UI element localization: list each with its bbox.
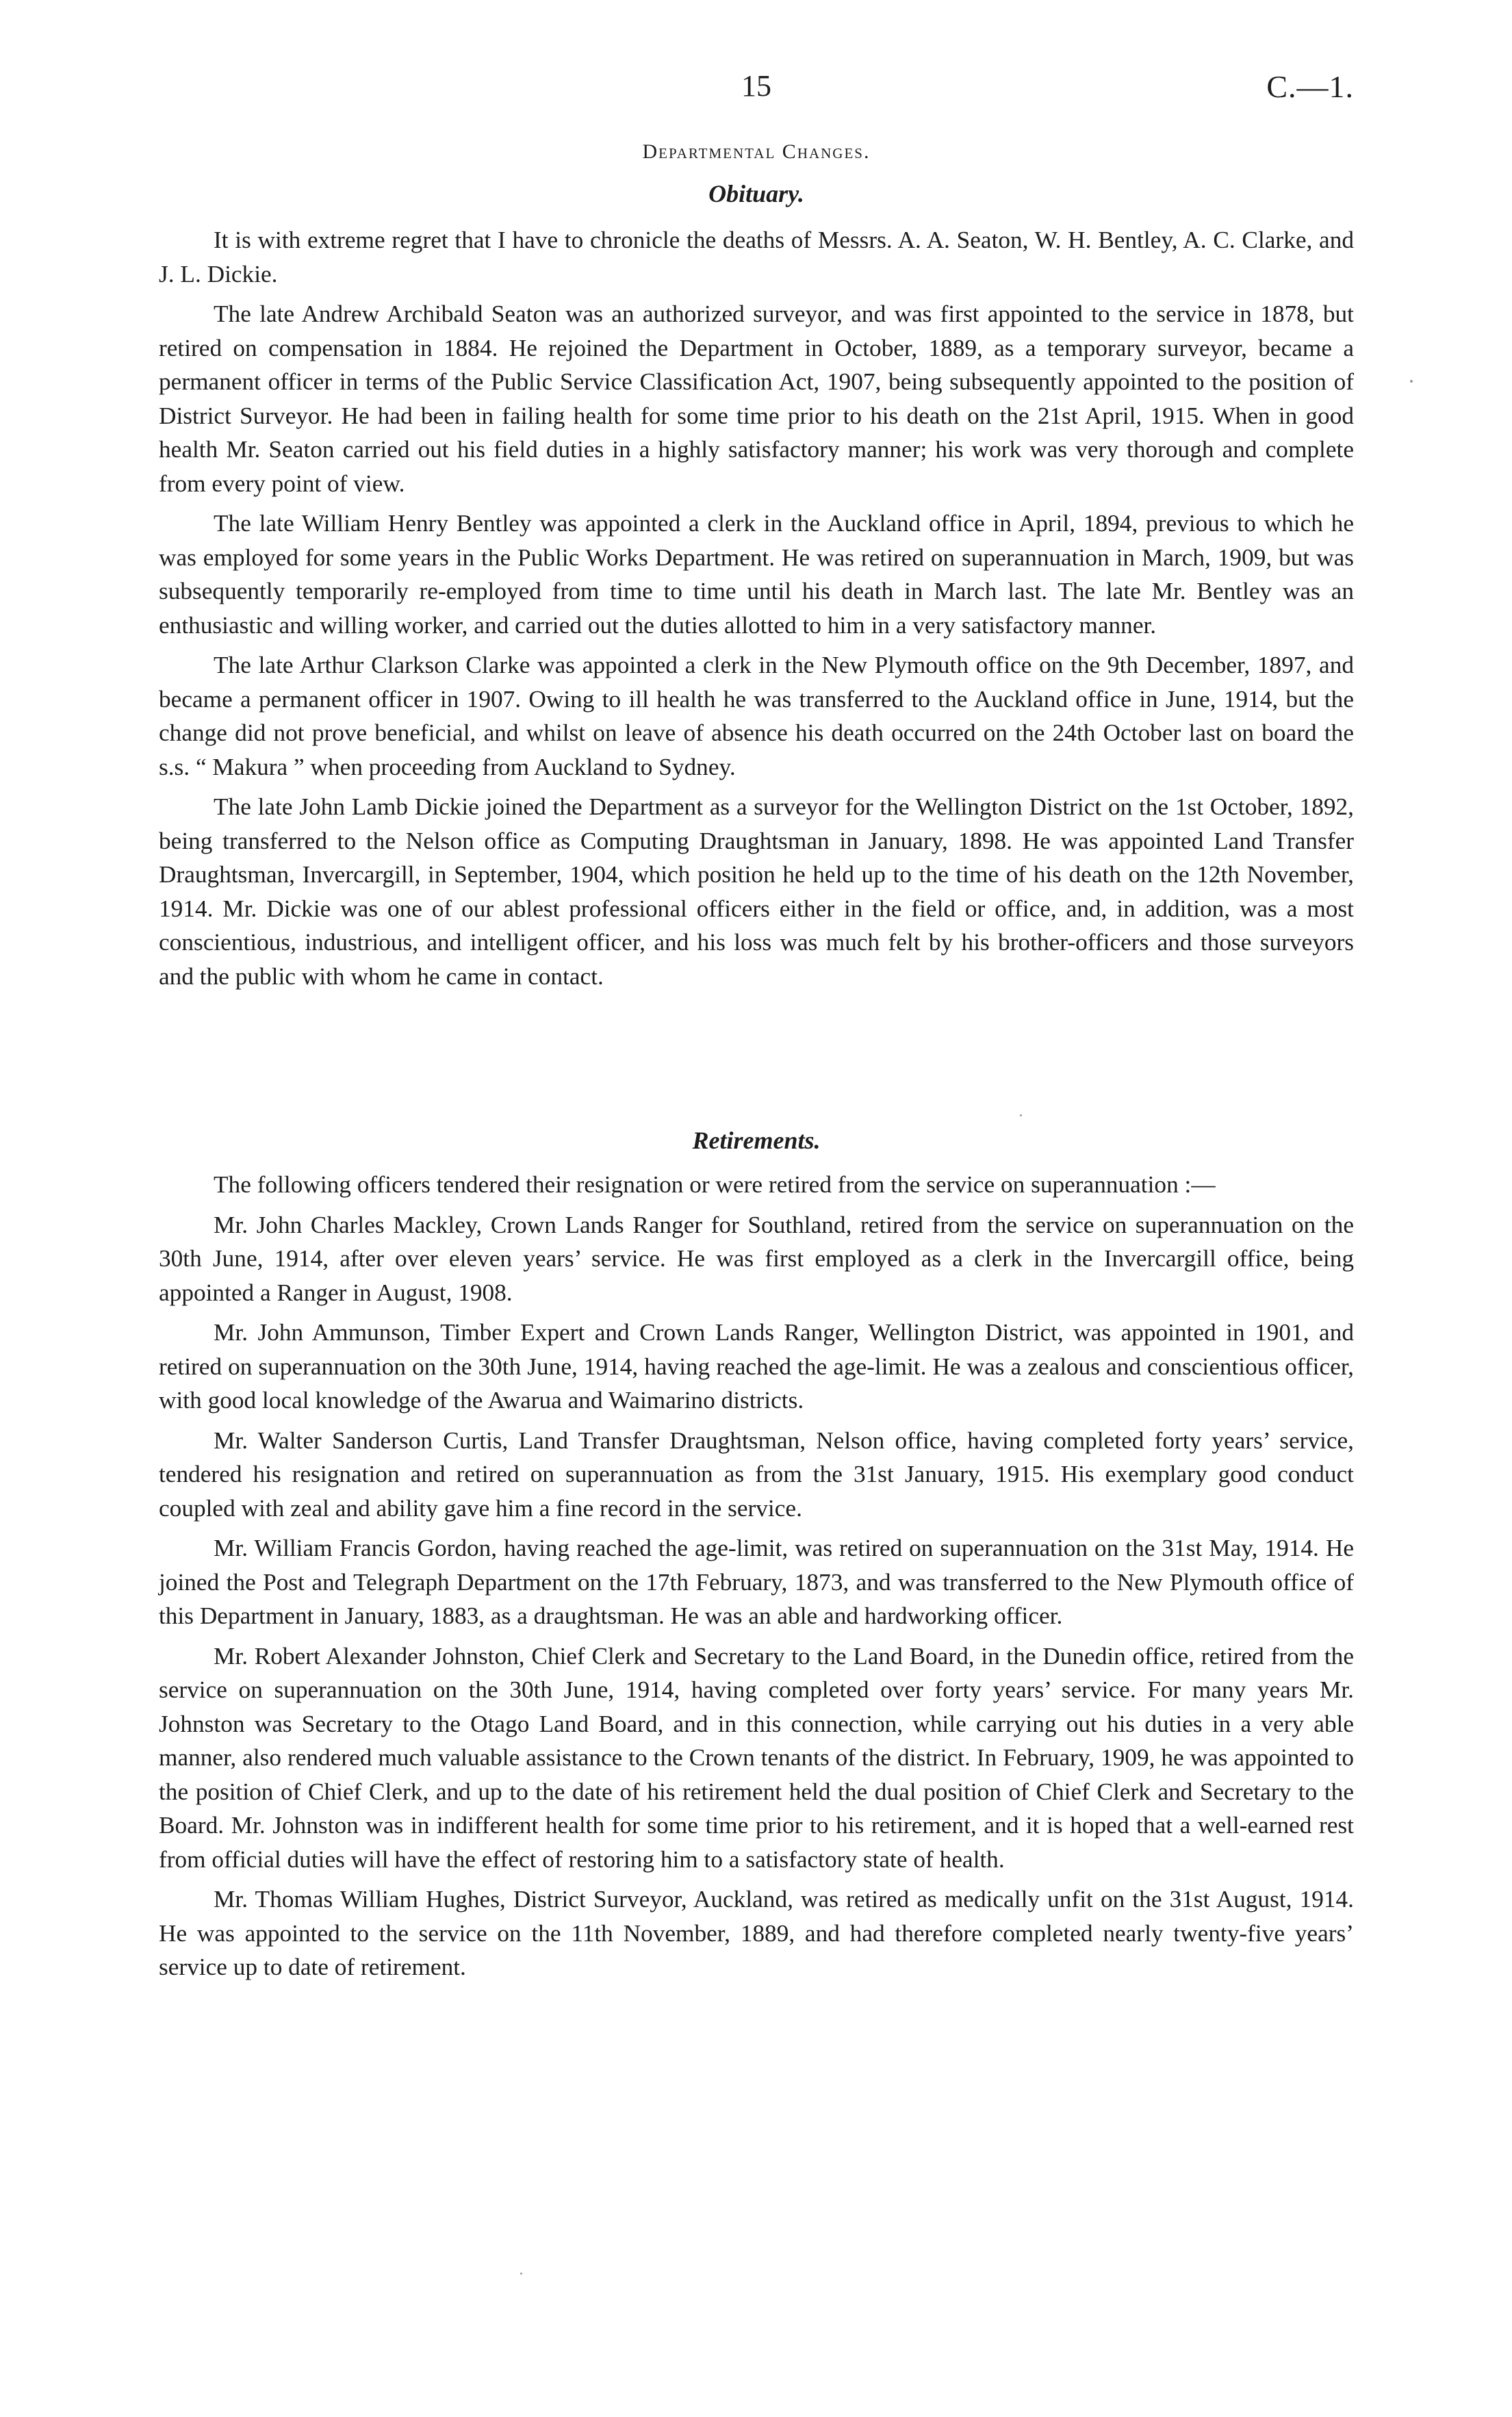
- obituary-paragraph: The late William Henry Bentley was appointed a clerk in the Auckland office in April, 1894, previous to which he was employed for some years in the Public Works Department. He was retired on superannuation in March, 1909, but was subsequently temporarily re-employed from time to time until his death in March last. The late Mr. Bentley was an enthusiastic and willing worker, and carried out the duties allotted to him in a very satisfactory manner.: [159, 510, 1354, 639]
- retirements-section: [159, 1168, 1354, 1991]
- retirements-heading: Retirements.: [692, 1127, 821, 1154]
- document-code: C.—1.: [1266, 69, 1354, 104]
- obituary-section: [159, 223, 1354, 999]
- retirements-paragraph: Mr. Thomas William Hughes, District Surveyor, Auckland, was retired as medically unfit on the 31st August, 1914. He was appointed to the service on the 11th November, 1889, and had therefore completed nearly twenty-five years’ service up to date of retirement.: [159, 1886, 1354, 1980]
- retirements-paragraph: Mr. John Ammunson, Timber Expert and Crown Lands Ranger, Wellington District, was appointed in 1901, and retired on superannuation on the 30th June, 1914, having reached the age-limit. He was a zealous and conscientious officer, with good local knowledge of the Awarua and Waimarino districts.: [159, 1319, 1354, 1414]
- obituary-paragraph: The late Arthur Clarkson Clarke was appointed a clerk in the New Plymouth office on the 9th December, 1897, and became a permanent officer in 1907. Owing to ill health he was transferred to the Auckland office in June, 1914, but the change did not prove beneficial, and whilst on leave of absence his death occurred on the 24th October last on board the s.s. “ Makura ” when proceeding from Auckland to Sydney.: [159, 652, 1354, 780]
- obituary-paragraph: It is with extreme regret that I have to chronicle the deaths of Messrs. A. A. Seaton, W. H. Bentley, A. C. Clarke, and J. L. Dickie.: [159, 227, 1354, 287]
- retirements-paragraph: Mr. William Francis Gordon, having reached the age-limit, was retired on superannuation on the 31st May, 1914. He joined the Post and Telegraph Department on the 17th February, 1873, and was transferred to the New Plymouth office of this Department in January, 1883, as a draughtsman. He was an able and hardworking officer.: [159, 1535, 1354, 1629]
- retirements-paragraph: Mr. John Charles Mackley, Crown Lands Ranger for Southland, retired from the service on superannuation on the 30th June, 1914, after over eleven years’ service. He was first employed as a clerk in the Invercargill office, being appointed a Ranger in August, 1908.: [159, 1211, 1354, 1306]
- scan-speck: [1410, 380, 1413, 383]
- scan-speck: [520, 2273, 522, 2275]
- obituary-heading: Obituary.: [708, 180, 804, 207]
- obituary-paragraph: The late Andrew Archibald Seaton was an authorized surveyor, and was first appointed to the service in 1878, but retired on compensation in 1884. He rejoined the Department in October, 1889, as a temporary surveyor, became a permanent officer in terms of the Public Service Classification Act, 1907, being subsequently appointed to the position of District Surveyor. He had been in failing health for some time prior to his death on the 21st April, 1915. When in good health Mr. Seaton carried out his field duties in a highly satisfactory manner; his work was very thorough and complete from every point of view.: [159, 300, 1354, 497]
- section-title: Departmental Changes.: [642, 140, 871, 163]
- scan-speck: [1020, 1114, 1022, 1116]
- retirements-paragraph: Mr. Robert Alexander Johnston, Chief Clerk and Secretary to the Land Board, in the Dunedin office, retired from the service on superannuation on the 30th June, 1914, having completed over forty years’ service. For many years Mr. Johnston was Secretary to the Otago Land Board, and in this connection, while carrying out his duties in a very able manner, also rendered much valuable assistance to the Crown tenants of the district. In February, 1909, he was appointed to the position of Chief Clerk, and up to the date of his retirement held the dual position of Chief Clerk and Secretary to the Board. Mr. Johnston was in indifferent health for some time prior to his retirement, and it is hoped that a well-earned rest from official duties will have the effect of restoring him to a satisfactory state of health.: [159, 1642, 1354, 1873]
- page-number: 15: [741, 69, 771, 103]
- obituary-paragraph: The late John Lamb Dickie joined the Department as a surveyor for the Wellington District on the 1st October, 1892, being transferred to the Nelson office as Computing Draughtsman in January, 1898. He was appointed Land Transfer Draughtsman, Invercargill, in September, 1904, which position he held up to the time of his death on the 12th November, 1914. Mr. Dickie was one of our ablest professional officers either in the field or office, and, in addition, was a most conscientious, industrious, and intelligent officer, and his loss was much felt by his brother-officers and those surveyors and the public with whom he came in contact.: [159, 793, 1354, 990]
- page-header: [159, 68, 1354, 110]
- retirements-paragraph: The following officers tendered their resignation or were retired from the service on superannuation :—: [214, 1171, 1216, 1198]
- retirements-paragraph: Mr. Walter Sanderson Curtis, Land Transfer Draughtsman, Nelson office, having completed forty years’ service, tendered his resignation and retired on superannuation as from the 31st January, 1915. His exemplary good conduct coupled with zeal and ability gave him a fine record in the service.: [159, 1427, 1354, 1522]
